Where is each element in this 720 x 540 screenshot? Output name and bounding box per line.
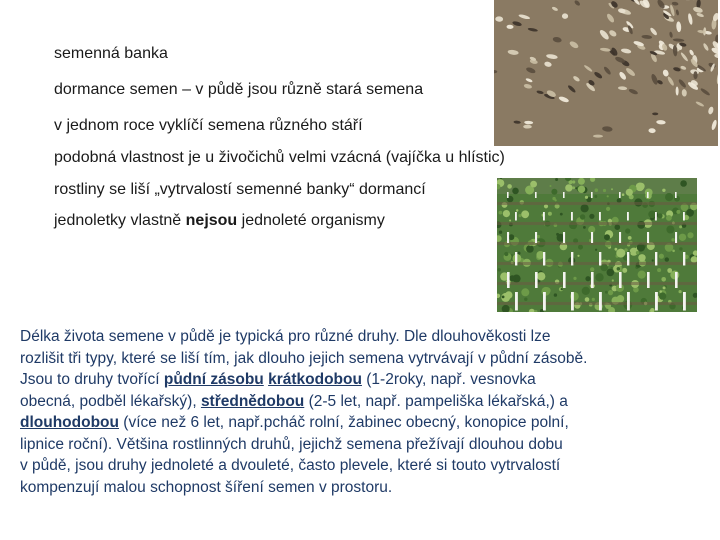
paragraph-line: dlouhodobou (více než 6 let, např.pcháč rolní, žabinec obecný, konopice polní,: [20, 414, 569, 431]
bullet-text: jednoletky vlastně: [54, 212, 186, 229]
bullet-item: [54, 211, 385, 231]
emphasis-text: střednědobou: [200, 392, 305, 410]
paragraph-line: kompenzují malou schopnost šíření semen v prostoru.: [20, 478, 393, 496]
bullet-text: semenná banka: [54, 45, 168, 62]
bullet-item: [54, 44, 168, 64]
paragraph-line: Jsou to druhy tvořící půdní zásobu krátkodobou (1-2roky, např. vesnovka: [20, 371, 536, 388]
paragraph-line: Délka života semene v půdě je typická pro různé druhy. Dle dlouhověkosti lze: [20, 328, 551, 345]
experimental-field-plots-photo: [497, 178, 697, 312]
bullet-text: podobná vlastnost je u živočichů velmi vzácná (vajíčka u hlístic): [54, 149, 505, 166]
bullet-text: v jednom roce vyklíčí semena různého stáří: [54, 117, 363, 134]
paragraph-line: lipnice roční). Většina rostlinných druhů, jejichž semena přežívají dlouhou dobu: [20, 435, 563, 453]
emphasis-text: krátkodobou: [268, 371, 362, 388]
bullet-text: jednoleté organismy: [237, 212, 385, 229]
emphasis-text: půdní zásobu: [163, 371, 264, 388]
bullet-text: dormance semen – v půdě jsou různě stará semena: [54, 81, 424, 98]
bullet-item: [54, 148, 505, 168]
bullet-item: [54, 116, 363, 136]
paragraph-line: rozlišit tři typy, které se liší tím, jak dlouho jejich semena vytrvávají v půdní zásobě.: [20, 349, 588, 367]
bullet-item: [54, 80, 423, 100]
emphasis-text: dlouhodobou: [20, 414, 119, 431]
bullet-text: rostliny se liší „vytrvalostí semenné banky“ dormancí: [54, 181, 426, 198]
paragraph-line: v půdě, jsou druhy jednoleté a dvouleté, často plevele, které si touto vytrvalostí: [20, 457, 561, 474]
body-paragraph: [20, 326, 710, 498]
emphasis-text: nejsou: [185, 212, 238, 229]
paragraph-line: obecná, podběl lékařský), střednědobou (2-5 let, např. pampeliška lékařská,) a: [20, 392, 568, 410]
bullet-item: [54, 180, 426, 200]
seed-pile-photo: [494, 0, 718, 146]
